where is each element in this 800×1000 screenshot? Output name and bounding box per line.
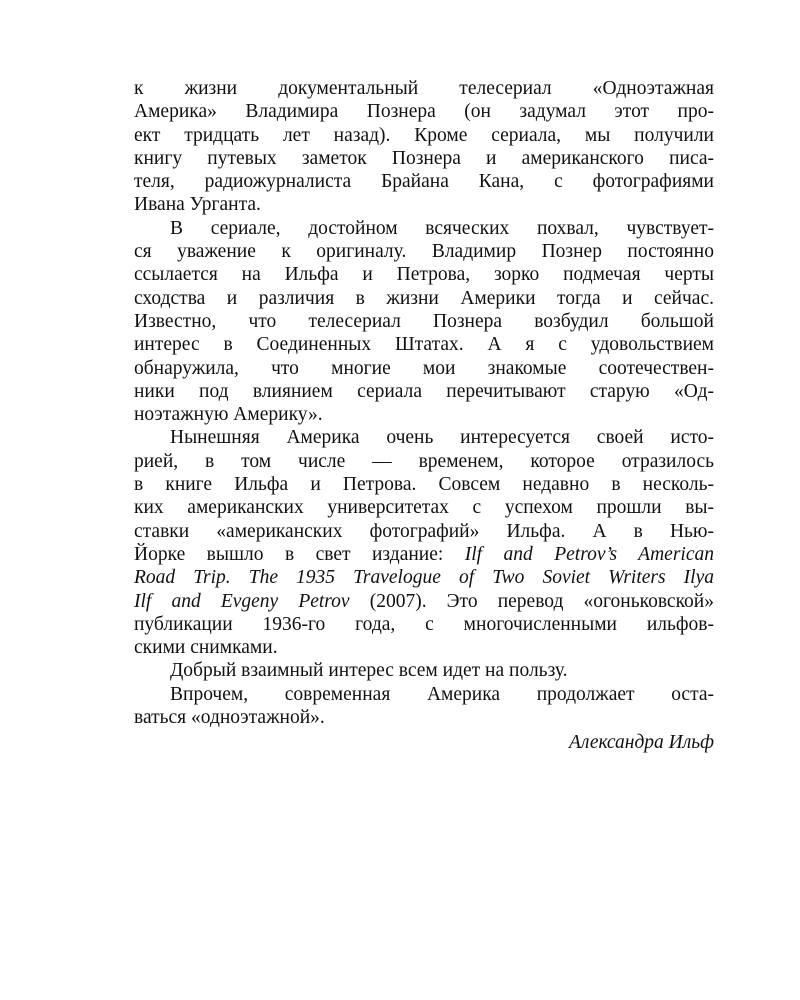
text-line: ваться «одноэтажной».	[134, 707, 325, 729]
text-line: рией, в том числе — временем, которое отразилось	[134, 450, 714, 472]
text-line: сходства и различия в жизни Америки тогда и сейчас.	[134, 287, 714, 309]
book-title-italic: Ilf and Petrov’s American	[464, 543, 714, 565]
text-line: Нынешняя Америка очень интересуется своей исто-	[170, 427, 714, 449]
text-line: публикации 1936-го года, с многочисленными ильфов-	[134, 613, 714, 635]
text-line: Известно, что телесериал Познера возбудил большой	[134, 310, 714, 332]
text-line	[134, 543, 714, 566]
text-line: к жизни документальный телесериал «Одноэтажная	[134, 78, 714, 99]
paragraph-5	[134, 683, 714, 730]
text-line	[134, 590, 714, 613]
text-line: ноэтажную Америку».	[134, 404, 323, 426]
text-fragment: (2007). Это перевод «огоньковской»	[349, 590, 714, 612]
text-line: Ивана Урганта.	[134, 194, 261, 216]
text-line: Впрочем, современная Америка продолжает оста-	[170, 683, 714, 705]
text-line: В сериале, достойном всяческих похвал, чувствует-	[170, 217, 714, 239]
paragraph-3	[134, 426, 714, 659]
text-line: ставки «американских фотографий» Ильфа. А в Нью-	[134, 520, 714, 542]
book-title-italic: Ilf and Evgeny Petrov	[134, 590, 350, 612]
text-line: Добрый взаимный интерес всем идет на пользу.	[170, 660, 568, 682]
text-line: скими снимками.	[134, 637, 278, 659]
text-line: интерес в Соединенных Штатах. А я с удовольствием	[134, 334, 714, 356]
text-fragment: Йорке вышло в свет издание:	[134, 543, 465, 565]
text-line: книгу путевых заметок Познера и американского писа-	[134, 147, 714, 169]
paragraph-1	[134, 77, 714, 217]
text-line: ект тридцать лет назад). Кроме сериала, мы получили	[134, 124, 714, 146]
text-line: ники под влиянием сериала перечитывают старую «Од-	[134, 380, 714, 402]
text-line: ких американских университетах с успехом прошли вы-	[134, 497, 714, 519]
text-line: ся уважение к оригиналу. Владимир Познер постоянно	[134, 241, 714, 263]
text-line	[134, 566, 714, 589]
text-line: в книге Ильфа и Петрова. Совсем недавно в несколь-	[134, 474, 714, 496]
book-title-italic: Road Trip. The 1935 Travelogue of Two Soviet Writers Ilya	[134, 567, 714, 589]
text-line: Америка» Владимира Познера (он задумал этот про-	[134, 101, 714, 123]
text-line: теля, радиожурналиста Брайана Кана, с фотографиями	[134, 171, 714, 193]
author-signature: Александра Ильф	[568, 732, 714, 754]
text-line: ссылается на Ильфа и Петрова, зорко подмечая черты	[134, 264, 714, 286]
paragraph-4	[134, 659, 714, 682]
paragraph-2	[134, 217, 714, 427]
page-text	[134, 77, 714, 755]
text-line: обнаружила, что многие мои знакомые соотечествен-	[134, 357, 714, 379]
